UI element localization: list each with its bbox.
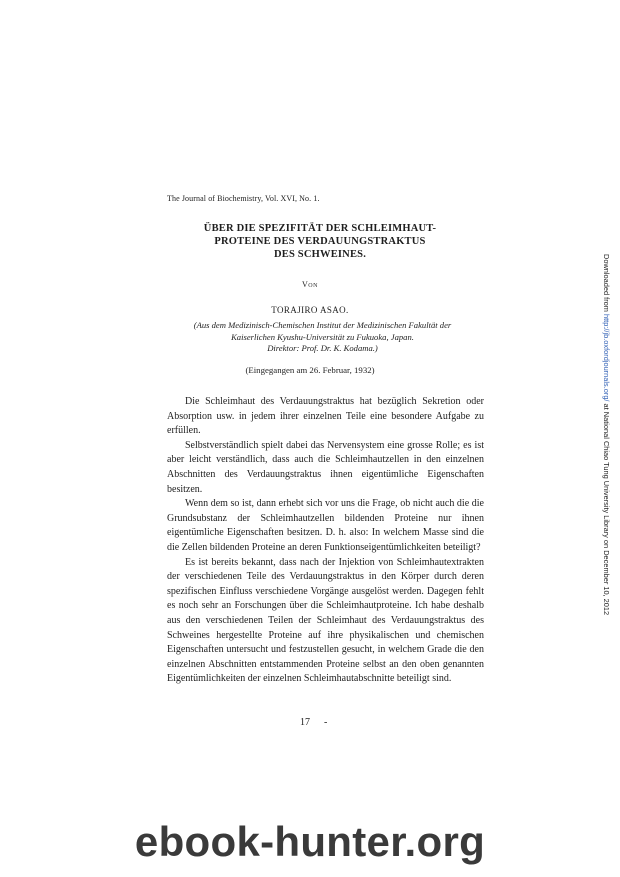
page-footer [300,717,327,728]
article-body [167,395,484,687]
title-line: ÜBER DIE SPEZIFITÄT DER SCHLEIMHAUT- [203,223,437,234]
body-paragraph: Die Schleimhaut des Verdauungstraktus hat bezüglich Sekretion oder Absorption usw. in jedem ihrer einzelnen Teile eine besondere Aufgabe zu erfüllen. [167,396,484,437]
affiliation-line: Direktor: Prof. Dr. K. Kodama.) [267,343,378,353]
affiliation-line: (Aus dem Medizinisch-Chemischen Institut der Medizinischen Fakultät der [193,320,452,330]
download-notice-suffix: at National Chiao Tung University Library on December 10, 2012 [602,401,611,616]
journal-header: The Journal of Biochemistry, Vol. XVI, No. 1. [167,194,320,203]
author-name: TORAJIRO ASAO. [271,305,349,315]
download-notice [602,254,611,615]
article-title [150,222,490,261]
von-label: Von [302,280,318,289]
body-paragraph: Wenn dem so ist, dann erhebt sich vor uns die Frage, ob nicht auch die die Grundsubstanz der Schleimhautzellen bildenden Proteine nur ihnen eigentümliche Eigenschaften besitzen. D. h. also: In welchem Masse sind die die Zellen bildenden Proteine an deren Funktionseigentümlichkeiten beteiligt? [167,498,484,553]
body-paragraph: Es ist bereits bekannt, dass nach der Injektion von Schleimhautextrakten der verschiedenen Teile des Verdauungstraktus in den Körper durch deren spezifischen Einfluss verschiedene Vorgänge ausgelöst werden. Dagegen fehlt es noch sehr an Forschungen über die Schleimhautproteine. Ich habe deshalb aus den verschiedenen Teilen der Schleimhaut des Verdauungstraktus des Schweines hergestellte Proteine auf ihre physikalischen und chemischen Eigenschaften untersucht und festzustellen gesucht, in welchem Grade die den einzelnen Abschnitten entstammenden Proteine selbst an den oben genannten Eigentümlichkeiten der einzelnen Schleimhautabschnitte beteiligt sind. [167,556,484,685]
watermark-text: ebook-hunter.org [134,818,486,865]
body-paragraph: Selbstverständlich spielt dabei das Nervensystem eine grosse Rolle; es ist aber leicht verständlich, dass auch die Schleimhautzellen in den einzelnen Abschnitten des Verdauungstraktus ihnen eigentümliche Eigenschaften besitzen. [167,439,484,495]
download-notice-prefix: Downloaded from [602,254,611,314]
received-date: (Eingegangen am 26. Februar, 1932) [245,365,375,375]
title-line: DES SCHWEINES. [273,249,367,260]
author-affiliation [150,320,495,355]
affiliation-line: Kaiserlichen Kyushu-Universität zu Fukuoka, Japan. [231,331,414,342]
footer-dash: - [324,717,328,728]
page-number: 17 [300,717,310,728]
journal-link[interactable]: http://jb.oxfordjournals.org/ [602,313,611,402]
title-line: PROTEINE DES VERDAUUNGSTRAKTUS [214,236,426,247]
